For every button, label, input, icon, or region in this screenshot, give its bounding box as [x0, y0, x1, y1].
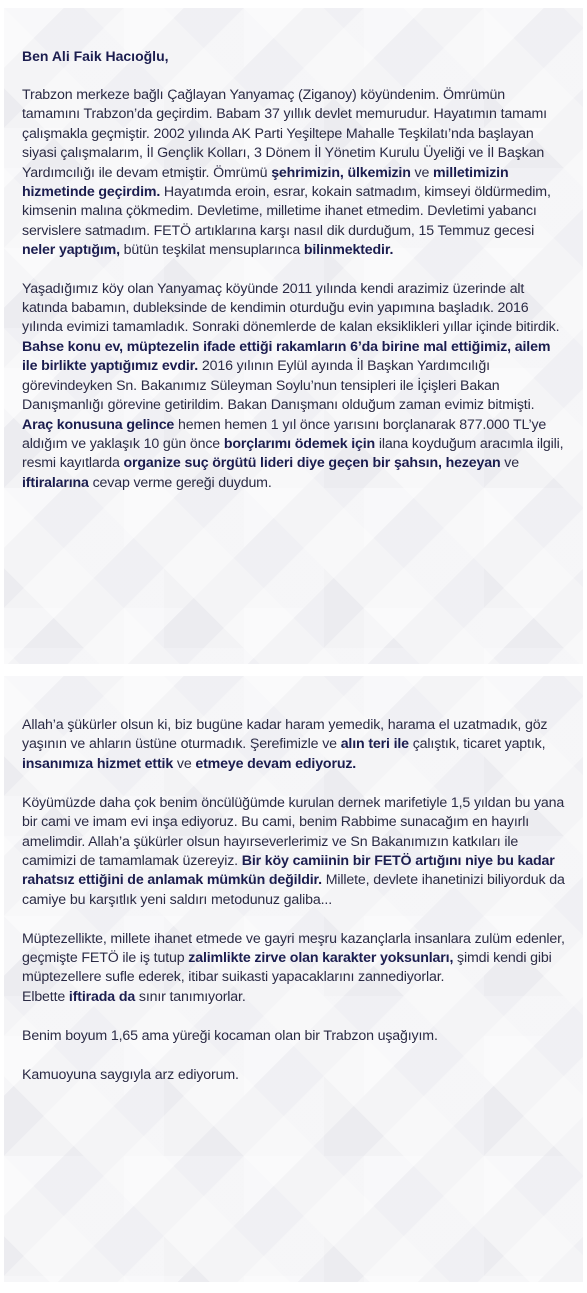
- emphasized-text: milletimizin hizmetinde geçirdim.: [22, 164, 509, 201]
- emphasized-text: etmeye devam ediyoruz.: [195, 755, 357, 772]
- paragraph-trabzon: Benim boyum 1,65 ama yüreği kocaman olan bir Trabzon uşağıyım.: [22, 1027, 438, 1044]
- body-text: Trabzon merkeze bağlı Çağlayan Yanyamaç (Ziganoy) köyündenim. Ömrümün tamamını Trabzon’da geçirdim. Babam 37 yıllık devlet memurudur. Hayatımın tamamı çalışmakla geçmiştir. 2002 yılında AK Parti Yeşiltepe Mahalle Teşkilatı’nda başlayan siyasi çalışmalarım, İl Gençlik Kolları, 3 Dönem İl Yönetim Kurulu Üyeliği ve İl Başkan Yardımcılığı ile devam etmiştir. Ömrümü: [22, 87, 547, 181]
- paragraph-biography: [22, 86, 565, 261]
- emphasized-text: Araç konusuna gelince: [22, 416, 175, 433]
- emphasized-text: Bir köy camiinin bir FETÖ artığını niye bu kadar rahatsız ettiğini de anlamak mümkün değildir.: [22, 852, 555, 889]
- letter-card-bottom: [4, 676, 583, 1282]
- emphasized-text: neler yaptığım,: [22, 242, 120, 259]
- body-text: ve: [410, 164, 434, 181]
- body-text: Yaşadığımız köy olan Yanyamaç köyünde 2011 yılında kendi arazimiz üzerinde alt katında babamın, dubleksinde de kendimin oturduğu evin yapımına başladık. 2016 yılında evimizi tamamladık. Sonraki dönemlerde de kalan eksiklikleri yıllar içinde bitirdik.: [22, 280, 560, 336]
- body-text: çalıştık, ticaret yaptık,: [408, 736, 546, 753]
- emphasized-text: iftirada da: [68, 988, 136, 1005]
- body-text: ilana koyduğum aracımla ilgili, resmi kayıtlarda: [22, 435, 564, 472]
- emphasized-text: şehrimizin, ülkemizin: [271, 164, 411, 181]
- emphasized-text: iftiralarına: [22, 474, 89, 491]
- letter-greeting: Ben Ali Faik Hacıoğlu,: [22, 48, 169, 64]
- body-text: şimdi kendi gibi müptezellere sufle ederek, itibar suikasti yapacaklarını zannediyorlar.: [22, 950, 552, 986]
- paragraph-closing: Kamuoyuna saygıyla arz ediyorum.: [22, 1066, 239, 1083]
- body-text: sınır tanımıyorlar.: [135, 988, 246, 1005]
- emphasized-text: organize suç örgütü lideri diye geçen bir şahsın, hezeyan: [123, 455, 501, 472]
- paragraph-house-and-car: [22, 280, 565, 493]
- paragraph-halal-earnings: [22, 716, 565, 774]
- paragraph-accusers: [22, 930, 565, 988]
- paragraph-mosque: [22, 794, 565, 910]
- body-text: Elbette: [22, 988, 69, 1005]
- emphasized-text: borçlarımı ödemek için: [223, 435, 376, 452]
- body-text: ve: [500, 455, 519, 472]
- emphasized-text: bilinmektedir.: [303, 242, 394, 259]
- body-text: bütün teşkilat mensuplarınca: [119, 242, 304, 259]
- body-text: Müptezellikte, millete ihanet etmede ve gayri meşru kazançlarla insanlara zulüm edenler, geçmişte FETÖ ile iş tutup: [22, 930, 565, 967]
- body-text: cevap verme gereği duydum.: [88, 474, 272, 491]
- body-text: Köyümüzde daha çok benim öncülüğümde kurulan dernek marifetiyle 1,5 yıldan bu yana bir cami ve imam evi inşa ediyoruz. Bu cami, benim Rabbime sunacağım en hayırlı amelimdir. Allah’a şükürler olsun hayırseverlerimiz ve Sn Bakanımızın katkıları ile camimizi de tamamlamak üzereyiz.: [22, 794, 565, 869]
- emphasized-text: Bahse konu ev, müptezelin ifade ettiği rakamların 6’da birine mal ettiğimiz, ailem ile birlikte yaptığımız evdir.: [22, 338, 551, 375]
- body-text: ve: [173, 755, 196, 772]
- body-text: Millete, devlete ihanetinizi biliyorduk da camiye bu karşıtlık yeni saldırı metodunuz galiba...: [22, 872, 565, 908]
- body-text: Allah’a şükürler olsun ki, biz bugüne kadar haram yemedik, harama el uzatmadık, göz yaşının ve ahların üstüne oturmadık. Şerefimizle ve: [22, 717, 548, 753]
- emphasized-text: zalimlikte zirve olan karakter yoksunları,: [188, 950, 454, 967]
- body-text: hemen hemen 1 yıl önce yarısını borçlanarak 877.000 TL’ye aldığım ve yaklaşık 10 gün önce: [22, 416, 547, 452]
- emphasized-text: alın teri ile: [340, 736, 409, 753]
- emphasized-text: insanımıza hizmet ettik: [22, 755, 174, 772]
- letter-card-top: [4, 8, 583, 664]
- paragraph-slander-limit: [22, 988, 565, 1007]
- body-text: 2016 yılının Eylül ayında İl Başkan Yardımcılığı görevindeyken Sn. Bakanımız Süleyman Soylu’nun tensipleri ile İçişleri Bakan Danışmanlığı görevine getirildim. Bakan Danışmanı olduğum zaman evimiz bitmişti.: [22, 358, 535, 414]
- body-text: Hayatımda eroin, esrar, kokain satmadım, kimseyi öldürmedim, kimsenin malına çökmedim. Devletime, milletime ihanet etmedim. Devletimi yabancı servislere satmadım. FETÖ artıklarına karşı nasıl dik durduğum, 15 Temmuz gecesi: [22, 184, 551, 239]
